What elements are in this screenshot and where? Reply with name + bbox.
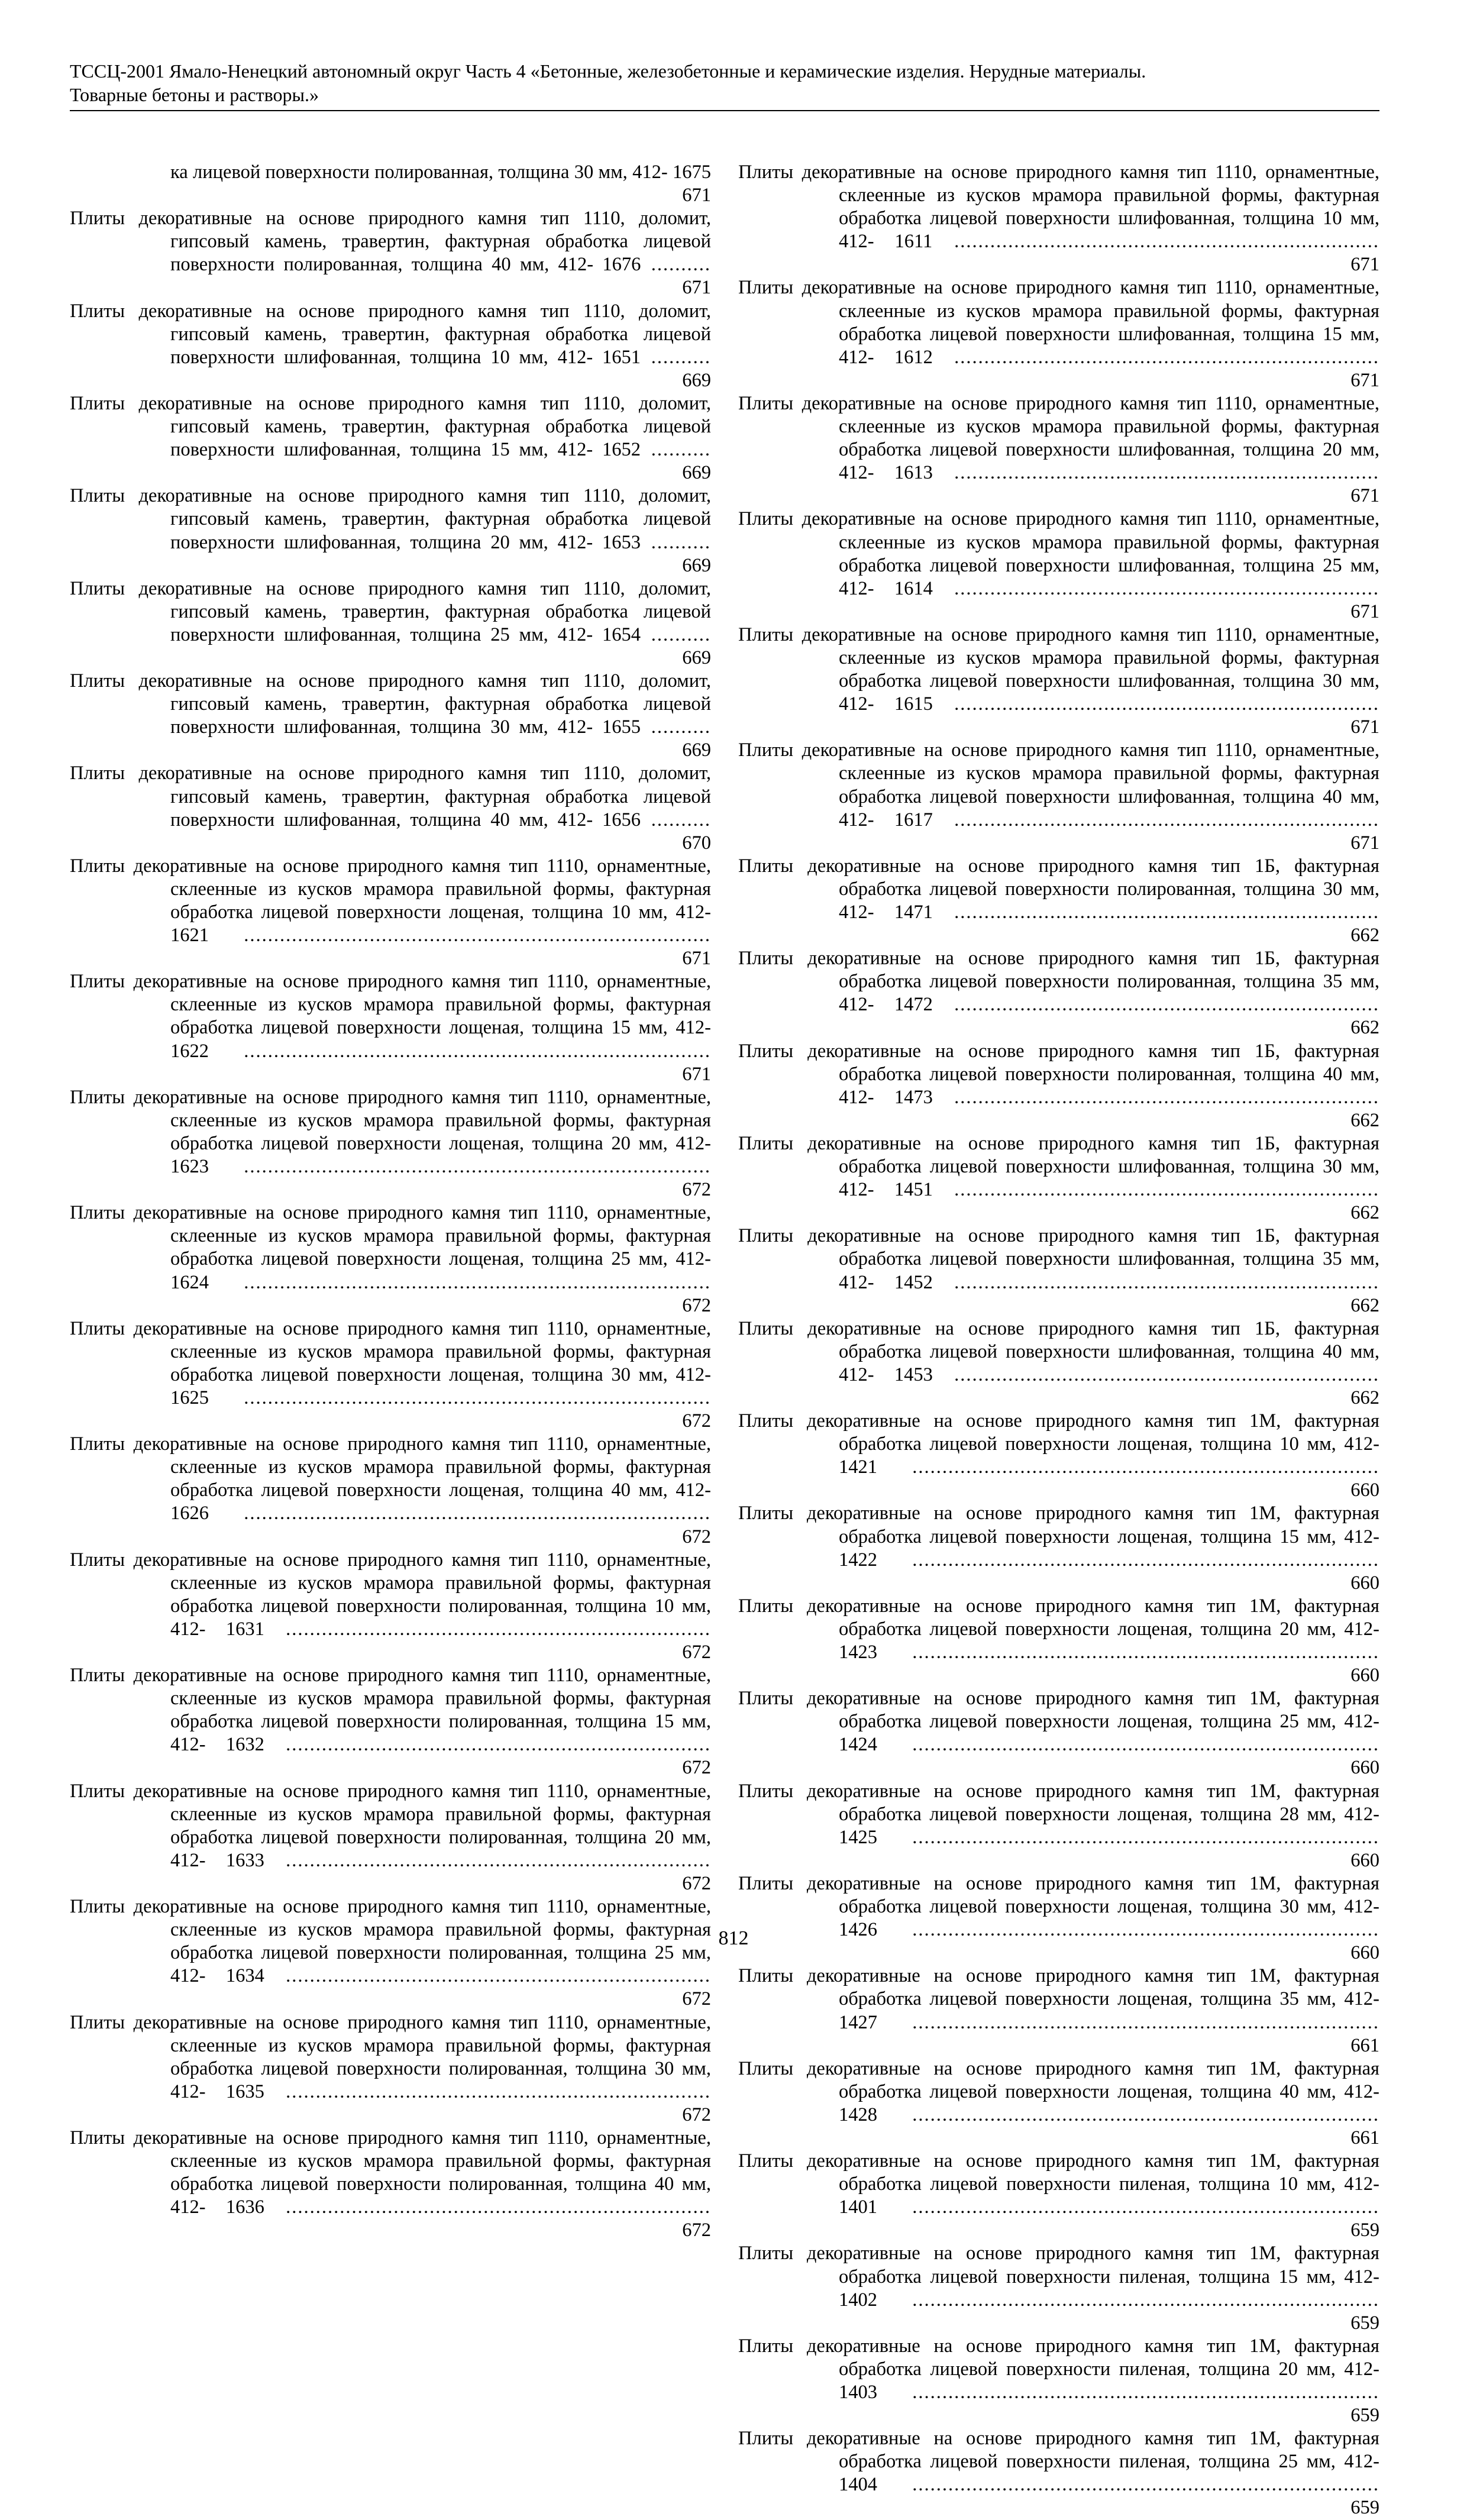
- index-entry: [70, 392, 711, 484]
- dot-leader: ..........: [640, 809, 712, 831]
- entry-page-number: 660: [1350, 1757, 1379, 1779]
- index-entry: [738, 739, 1379, 854]
- index-entry: [738, 855, 1379, 947]
- dot-leader: ..............................................................................: [877, 2382, 1379, 2403]
- dot-leader: ..............................................................................: [877, 2474, 1379, 2496]
- entry-text: Плиты декоративные на основе природного камня тип 1Б, фактурная обработка лицевой поверхности шлифованная, толщина 40 мм, 412- 1453: [738, 1317, 1379, 1385]
- entry-page-number: 672: [682, 1294, 711, 1316]
- entry-page-number: 669: [682, 462, 711, 484]
- entry-page-number: 660: [1350, 1479, 1379, 1501]
- dot-leader: ..............................................................................: [209, 1387, 711, 1408]
- entry-text: Плиты декоративные на основе природного камня тип 1110, орнаментные, склеенные из кусков мрамора правильной формы, фактурная обработка лицевой поверхности шлифованная, толщина 10 мм, 412- 1611: [738, 161, 1379, 253]
- entry-text: Плиты декоративные на основе природного камня тип 1110, орнаментные, склеенные из кусков мрамора правильной формы, фактурная обработка лицевой поверхности полированная, толщина 15 мм, 412- 1632: [70, 1665, 711, 1756]
- entry-page-number: 672: [682, 1988, 711, 2010]
- index-entry: [738, 1965, 1379, 2057]
- dot-leader: ..............................................................................: [877, 1642, 1379, 1663]
- entry-page-number: 660: [1350, 1942, 1379, 1964]
- entry-text: Плиты декоративные на основе природного камня тип 1М, фактурная обработка лицевой поверхности лощеная, толщина 15 мм, 412- 1422: [738, 1503, 1379, 1571]
- entry-page-number: 671: [1350, 485, 1379, 507]
- index-entry: [70, 670, 711, 762]
- index-entry: [738, 2150, 1379, 2242]
- dot-leader: ..............................................................................: [209, 1156, 711, 1178]
- entry-page-number: 671: [682, 185, 711, 206]
- entry-text: Плиты декоративные на основе природного камня тип 1М, фактурная обработка лицевой поверхности пиленая, толщина 25 мм, 412- 1404: [738, 2428, 1379, 2496]
- index-entry: [738, 2242, 1379, 2334]
- page-number: 812: [718, 1927, 749, 1949]
- index-entry: [70, 2011, 711, 2127]
- entry-page-number: 660: [1350, 1572, 1379, 1594]
- entry-text: Плиты декоративные на основе природного камня тип 1110, орнаментные, склеенные из кусков мрамора правильной формы, фактурная обработка лицевой поверхности шлифованная, толщина 20 мм, 412- 1613: [738, 392, 1379, 484]
- entry-page-number: 659: [1350, 2219, 1379, 2241]
- dot-leader: ..........: [640, 439, 712, 461]
- entry-text: Плиты декоративные на основе природного камня тип 1110, орнаментные, склеенные из кусков мрамора правильной формы, фактурная обработка лицевой поверхности полированная, толщина 10 мм, 412- 1631: [70, 1549, 711, 1640]
- index-entry: [738, 161, 1379, 276]
- dot-leader: .......................................................................: [264, 2080, 712, 2102]
- index-column-right: [738, 161, 1379, 2520]
- index-entry: [738, 508, 1379, 623]
- index-entry: [70, 1549, 711, 1664]
- entry-text: Плиты декоративные на основе природного камня тип 1М, фактурная обработка лицевой поверхности пиленая, толщина 20 мм, 412- 1403: [738, 2335, 1379, 2403]
- index-entry: [70, 207, 711, 299]
- entry-page-number: 659: [1350, 2312, 1379, 2334]
- index-entry: [70, 577, 711, 670]
- entry-text: Плиты декоративные на основе природного камня тип 1110, доломит, гипсовый камень, травертин, фактурная обработка лицевой поверхности шлифованная, толщина 10 мм, 412- 1651: [70, 300, 711, 368]
- entry-page-number: 672: [682, 2219, 711, 2241]
- entry-page-number: 661: [1350, 2127, 1379, 2149]
- entry-text: Плиты декоративные на основе природного камня тип 1110, орнаментные, склеенные из кусков мрамора правильной формы, фактурная обработка лицевой поверхности полированная, толщина 20 мм, 412- 1633: [70, 1780, 711, 1871]
- dot-leader: .......................................................................: [264, 1965, 712, 1987]
- entry-text: ка лицевой поверхности полированная, толщина 30 мм, 412- 1675: [170, 161, 711, 183]
- dot-leader: ..............................................................................: [209, 1503, 711, 1524]
- header-rule: [70, 110, 1379, 111]
- entry-text: Плиты декоративные на основе природного камня тип 1110, орнаментные, склеенные из кусков мрамора правильной формы, фактурная обработка лицевой поверхности лощеная, толщина 15 мм, 412- 1622: [70, 971, 711, 1062]
- entry-text: Плиты декоративные на основе природного камня тип 1110, орнаментные, склеенные из кусков мрамора правильной формы, фактурная обработка лицевой поверхности лощеная, толщина 40 мм, 412- 1626: [70, 1433, 711, 1524]
- entry-text: Плиты декоративные на основе природного камня тип 1110, орнаментные, склеенные из кусков мрамора правильной формы, фактурная обработка лицевой поверхности лощеная, толщина 30 мм, 412- 1625: [70, 1317, 711, 1408]
- index-entry: [70, 1086, 711, 1201]
- dot-leader: ..............................................................................: [877, 2011, 1379, 2033]
- index-entry: [70, 1317, 711, 1433]
- entry-page-number: 671: [1350, 600, 1379, 622]
- entry-text: Плиты декоративные на основе природного камня тип 1110, орнаментные, склеенные из кусков мрамора правильной формы, фактурная обработка лицевой поверхности шлифованная, толщина 15 мм, 412- 1612: [738, 277, 1379, 368]
- entry-page-number: 672: [682, 1179, 711, 1201]
- dot-leader: .......................................................................: [932, 902, 1380, 923]
- dot-leader: ..............................................................................: [209, 1271, 711, 1293]
- index-entry: [70, 855, 711, 970]
- index-entry: [738, 1687, 1379, 1779]
- dot-leader: .......................................................................: [264, 1734, 712, 1756]
- header-line-2: Товарные бетоны и растворы.»: [70, 84, 319, 105]
- entry-text: Плиты декоративные на основе природного камня тип 1Б, фактурная обработка лицевой поверхности полированная, толщина 30 мм, 412- 1471: [738, 855, 1379, 923]
- dot-leader: ..............................................................................: [877, 1549, 1379, 1571]
- entry-page-number: 662: [1350, 1387, 1379, 1408]
- dot-leader: .......................................................................: [932, 1364, 1380, 1385]
- entry-page-number: 661: [1350, 2034, 1379, 2056]
- entry-page-number: 671: [1350, 716, 1379, 738]
- entry-page-number: 669: [682, 554, 711, 576]
- entry-page-number: 662: [1350, 1109, 1379, 1131]
- header-line-1: ТССЦ-2001 Ямало-Ненецкий автономный округ Часть 4 «Бетонные, железобетонные и керамические изделия. Нерудные материалы.: [70, 60, 1146, 82]
- dot-leader: ..............................................................................: [877, 2104, 1379, 2125]
- dot-leader: ..............................................................................: [877, 2196, 1379, 2218]
- entry-text: Плиты декоративные на основе природного камня тип 1110, орнаментные, склеенные из кусков мрамора правильной формы, фактурная обработка лицевой поверхности лощеная, толщина 10 мм, 412- 1621: [70, 855, 711, 946]
- index-entry: [70, 300, 711, 392]
- dot-leader: ..............................................................................: [877, 1919, 1379, 1941]
- index-entry: [70, 970, 711, 1085]
- entry-page-number: 662: [1350, 1202, 1379, 1224]
- dot-leader: ..........: [641, 254, 712, 276]
- entry-text: Плиты декоративные на основе природного камня тип 1М, фактурная обработка лицевой поверхности пиленая, толщина 15 мм, 412- 1402: [738, 2243, 1379, 2311]
- entry-text: Плиты декоративные на основе природного камня тип 1М, фактурная обработка лицевой поверхности лощеная, толщина 30 мм, 412- 1426: [738, 1872, 1379, 1941]
- index-entry: [738, 2057, 1379, 2150]
- entry-text: Плиты декоративные на основе природного камня тип 1110, орнаментные, склеенные из кусков мрамора правильной формы, фактурная обработка лицевой поверхности шлифованная, толщина 25 мм, 412- 1614: [738, 508, 1379, 599]
- entry-text: Плиты декоративные на основе природного камня тип 1110, орнаментные, склеенные из кусков мрамора правильной формы, фактурная обработка лицевой поверхности полированная, толщина 40 мм, 412- 1636: [70, 2127, 711, 2218]
- index-entry: [70, 484, 711, 577]
- dot-leader: .......................................................................: [932, 577, 1380, 599]
- entry-page-number: 670: [682, 832, 711, 854]
- index-entry: [70, 2127, 711, 2242]
- entry-page-number: 672: [682, 1642, 711, 1663]
- dot-leader: ..........: [640, 346, 712, 368]
- dot-leader: ..............................................................................: [877, 1456, 1379, 1478]
- entry-text: Плиты декоративные на основе природного камня тип 1110, орнаментные, склеенные из кусков мрамора правильной формы, фактурная обработка лицевой поверхности шлифованная, толщина 30 мм, 412- 1615: [738, 623, 1379, 715]
- entry-page-number: 669: [682, 369, 711, 391]
- entry-text: Плиты декоративные на основе природного камня тип 1110, орнаментные, склеенные из кусков мрамора правильной формы, фактурная обработка лицевой поверхности лощеная, толщина 25 мм, 412- 1624: [70, 1202, 711, 1293]
- dot-leader: .......................................................................: [932, 462, 1380, 484]
- dot-leader: .......................................................................: [264, 1618, 712, 1640]
- index-entry: [738, 623, 1379, 739]
- index-entry: [738, 1225, 1379, 1317]
- dot-leader: .......................................................................: [932, 231, 1379, 253]
- index-entry: [738, 392, 1379, 508]
- index-entry: [738, 1040, 1379, 1132]
- entry-text: Плиты декоративные на основе природного камня тип 1Б, фактурная обработка лицевой поверхности полированная, толщина 35 мм, 412- 1472: [738, 948, 1379, 1016]
- entry-text: Плиты декоративные на основе природного камня тип 1110, доломит, гипсовый камень, травертин, фактурная обработка лицевой поверхности шлифованная, толщина 20 мм, 412- 1653: [70, 485, 711, 553]
- index-entry: [70, 762, 711, 854]
- index-entry: [738, 276, 1379, 392]
- index-entry: [738, 1872, 1379, 1965]
- dot-leader: ..........: [640, 623, 712, 645]
- dot-leader: ..............................................................................: [877, 2289, 1379, 2311]
- entry-page-number: 659: [1350, 2497, 1379, 2519]
- entry-page-number: 662: [1350, 1017, 1379, 1039]
- index-entry: [70, 1780, 711, 1895]
- dot-leader: .......................................................................: [264, 1849, 712, 1871]
- entry-text: Плиты декоративные на основе природного камня тип 1М, фактурная обработка лицевой поверхности лощеная, толщина 35 мм, 412- 1427: [738, 1965, 1379, 2033]
- entry-text: Плиты декоративные на основе природного камня тип 1110, орнаментные, склеенные из кусков мрамора правильной формы, фактурная обработка лицевой поверхности полированная, толщина 30 мм, 412- 1635: [70, 2011, 711, 2102]
- dot-leader: .......................................................................: [932, 1271, 1380, 1293]
- index-entry: [738, 1502, 1379, 1594]
- entry-page-number: 672: [682, 1872, 711, 1894]
- index-entry: [738, 1317, 1379, 1410]
- entry-text: Плиты декоративные на основе природного камня тип 1М, фактурная обработка лицевой поверхности лощеная, толщина 40 мм, 412- 1428: [738, 2057, 1379, 2125]
- entry-page-number: 671: [1350, 254, 1379, 276]
- index-entry: [70, 1201, 711, 1317]
- entry-page-number: 669: [682, 739, 711, 761]
- entry-text: Плиты декоративные на основе природного камня тип 1110, орнаментные, склеенные из кусков мрамора правильной формы, фактурная обработка лицевой поверхности лощеная, толщина 20 мм, 412- 1623: [70, 1086, 711, 1178]
- dot-leader: ..............................................................................: [209, 1040, 711, 1062]
- index-entry: [738, 1780, 1379, 1872]
- dot-leader: ..............................................................................: [209, 925, 711, 946]
- dot-leader: .......................................................................: [932, 346, 1380, 368]
- entry-page-number: 662: [1350, 925, 1379, 946]
- dot-leader: .......................................................................: [932, 693, 1380, 715]
- index-entry: [70, 1895, 711, 2011]
- entry-text: Плиты декоративные на основе природного камня тип 1110, доломит, гипсовый камень, травертин, фактурная обработка лицевой поверхности шлифованная, толщина 40 мм, 412- 1656: [70, 763, 711, 831]
- index-entry: [70, 1433, 711, 1548]
- dot-leader: .......................................................................: [932, 994, 1380, 1016]
- entry-text: Плиты декоративные на основе природного камня тип 1110, орнаментные, склеенные из кусков мрамора правильной формы, фактурная обработка лицевой поверхности полированная, толщина 25 мм, 412- 1634: [70, 1896, 711, 1987]
- entry-page-number: 671: [682, 1063, 711, 1085]
- entry-page-number: 660: [1350, 1665, 1379, 1687]
- dot-leader: ..........: [640, 716, 712, 738]
- entry-text: Плиты декоративные на основе природного камня тип 1110, доломит, гипсовый камень, травертин, фактурная обработка лицевой поверхности шлифованная, толщина 25 мм, 412- 1654: [70, 577, 711, 645]
- entry-text: Плиты декоративные на основе природного камня тип 1Б, фактурная обработка лицевой поверхности шлифованная, толщина 35 мм, 412- 1452: [738, 1225, 1379, 1293]
- entry-page-number: 662: [1350, 1294, 1379, 1316]
- entry-page-number: 672: [682, 1757, 711, 1779]
- index-entry: [738, 1410, 1379, 1502]
- entry-page-number: 672: [682, 2104, 711, 2125]
- entry-page-number: 671: [1350, 369, 1379, 391]
- entry-page-number: 669: [682, 647, 711, 668]
- index-entry: [738, 947, 1379, 1039]
- dot-leader: .......................................................................: [264, 2196, 712, 2218]
- entry-page-number: 660: [1350, 1849, 1379, 1871]
- index-entry: [738, 2335, 1379, 2427]
- index-entry: [70, 161, 711, 207]
- entry-text: Плиты декоративные на основе природного камня тип 1М, фактурная обработка лицевой поверхности лощеная, толщина 28 мм, 412- 1425: [738, 1780, 1379, 1848]
- entry-page-number: 672: [682, 1410, 711, 1432]
- dot-leader: .......................................................................: [932, 1086, 1380, 1108]
- entry-text: Плиты декоративные на основе природного камня тип 1М, фактурная обработка лицевой поверхности лощеная, толщина 20 мм, 412- 1423: [738, 1595, 1379, 1663]
- entry-page-number: 659: [1350, 2405, 1379, 2427]
- entry-text: Плиты декоративные на основе природного камня тип 1Б, фактурная обработка лицевой поверхности шлифованная, толщина 30 мм, 412- 1451: [738, 1132, 1379, 1201]
- entry-text: Плиты декоративные на основе природного камня тип 1110, доломит, гипсовый камень, травертин, фактурная обработка лицевой поверхности шлифованная, толщина 30 мм, 412- 1655: [70, 670, 711, 738]
- index-entry: [738, 2427, 1379, 2519]
- entry-page-number: 671: [1350, 832, 1379, 854]
- entry-text: Плиты декоративные на основе природного камня тип 1110, доломит, гипсовый камень, травертин, фактурная обработка лицевой поверхности шлифованная, толщина 15 мм, 412- 1652: [70, 392, 711, 461]
- dot-leader: ..............................................................................: [877, 1734, 1379, 1756]
- dot-leader: ..............................................................................: [877, 1826, 1379, 1848]
- dot-leader: ..........: [640, 531, 712, 553]
- dot-leader: .......................................................................: [932, 809, 1380, 831]
- entry-page-number: 672: [682, 1526, 711, 1547]
- entry-text: Плиты декоративные на основе природного камня тип 1110, доломит, гипсовый камень, травертин, фактурная обработка лицевой поверхности полированная, толщина 40 мм, 412- 1676: [70, 208, 711, 276]
- index-entry: [738, 1595, 1379, 1687]
- entry-text: Плиты декоративные на основе природного камня тип 1М, фактурная обработка лицевой поверхности лощеная, толщина 10 мм, 412- 1421: [738, 1410, 1379, 1478]
- running-header: [70, 59, 1379, 106]
- index-entry: [70, 1664, 711, 1779]
- entry-page-number: 671: [682, 277, 711, 299]
- dot-leader: .......................................................................: [932, 1179, 1380, 1201]
- entry-text: Плиты декоративные на основе природного камня тип 1М, фактурная обработка лицевой поверхности пиленая, толщина 10 мм, 412- 1401: [738, 2150, 1379, 2218]
- entry-text: Плиты декоративные на основе природного камня тип 1Б, фактурная обработка лицевой поверхности полированная, толщина 40 мм, 412- 1473: [738, 1040, 1379, 1108]
- index-entry: [738, 1132, 1379, 1225]
- entry-page-number: 671: [682, 948, 711, 970]
- entry-text: Плиты декоративные на основе природного камня тип 1М, фактурная обработка лицевой поверхности лощеная, толщина 25 мм, 412- 1424: [738, 1688, 1379, 1756]
- entry-text: Плиты декоративные на основе природного камня тип 1110, орнаментные, склеенные из кусков мрамора правильной формы, фактурная обработка лицевой поверхности шлифованная, толщина 40 мм, 412- 1617: [738, 739, 1379, 831]
